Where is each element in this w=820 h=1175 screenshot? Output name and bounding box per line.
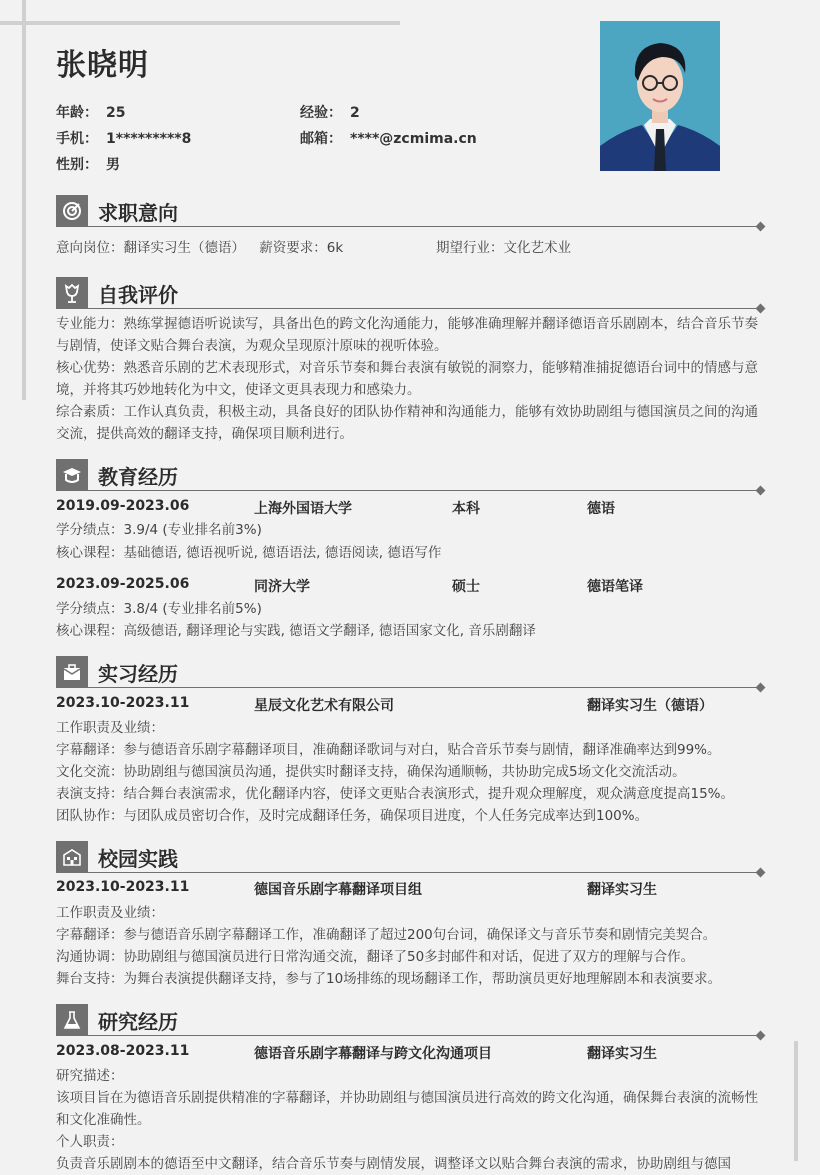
graduation-cap-icon (56, 459, 88, 491)
divider-diamond (756, 222, 766, 232)
decorative-line-top (0, 21, 400, 25)
campus-entry-header (56, 879, 768, 901)
internship-role: 翻译实习生（德语） (587, 698, 713, 714)
edu-degree: 硕士 (452, 579, 480, 595)
campus-line: 字幕翻译：参与德语音乐剧字幕翻译工作，准确翻译了超过200句台词，确保译文与音乐节奏和剧情完美契合。 (56, 927, 717, 943)
internship-line: 工作职责及业绩： (56, 720, 164, 736)
research-entry-header (56, 1043, 768, 1065)
internship-line: 文化交流：协助剧组与德国演员沟通，提供实时翻译支持，确保沟通顺畅，共协助完成5场文化交流活动。 (56, 764, 686, 780)
divider-diamond (756, 868, 766, 878)
campus-line: 舞台支持：为舞台表演提供翻译支持，参与了10场排练的现场翻译工作，帮助演员更好地理解剧本和表演要求。 (56, 971, 722, 987)
campus-role: 翻译实习生 (587, 882, 657, 898)
section-divider (88, 687, 760, 689)
candidate-name: 张晓明 (56, 48, 149, 83)
edu-major: 德语 (587, 501, 615, 517)
section-divider (88, 872, 760, 874)
experience-value: 2 (350, 105, 360, 121)
section-title: 校园实践 (98, 847, 178, 871)
divider-diamond (756, 304, 766, 314)
salary-expectation: 薪资要求：6k (259, 240, 344, 256)
research-line: 该项目旨在为德语音乐剧提供精准的字幕翻译，并协助剧组与德国演员进行高效的跨文化沟通，确保舞台表演的流畅性和文化准确性。 (56, 1090, 758, 1128)
divider-diamond (756, 486, 766, 496)
building-icon (56, 841, 88, 873)
education-entry-header (56, 576, 768, 598)
edu-date: 2023.09-2025.06 (56, 576, 190, 592)
edu-date: 2019.09-2023.06 (56, 498, 190, 514)
gender-label: 性别： (56, 157, 98, 173)
section-divider (88, 490, 760, 492)
gender-value: 男 (106, 157, 120, 173)
section-research (56, 1004, 764, 1036)
section-title: 自我评价 (98, 283, 178, 307)
edu-gpa: 学分绩点：3.9/4 (专业排名前3%) (56, 522, 262, 538)
section-title: 实习经历 (98, 662, 178, 686)
email-value: ****@zcmima.cn (350, 131, 477, 147)
research-date: 2023.08-2023.11 (56, 1043, 190, 1059)
research-line: 负责音乐剧剧本的德语至中文翻译，结合音乐节奏与剧情发展，调整译文以贴合舞台表演的需求，协助剧组与德国 (56, 1156, 731, 1172)
internship-line: 字幕翻译：参与德语音乐剧字幕翻译项目，准确翻译歌词与对白，贴合音乐节奏与剧情，翻译准确率达到99%。 (56, 742, 721, 758)
section-title: 教育经历 (98, 465, 178, 489)
section-divider (88, 1035, 760, 1037)
email-label: 邮箱： (300, 131, 342, 147)
education-entry-header (56, 498, 768, 520)
briefcase-icon (56, 656, 88, 688)
self-eval-paragraph: 专业能力：熟练掌握德语听说读写，具备出色的跨文化沟通能力，能够准确理解并翻译德语音乐剧剧本，结合音乐节奏与剧情，使译文贴合舞台表演，为观众呈现原汁原味的视听体验。 (56, 316, 758, 354)
internship-line: 表演支持：结合舞台表演需求，优化翻译内容，使译文更贴合表演形式，提升观众理解度，观众满意度提高15%。 (56, 786, 735, 802)
email-field (300, 128, 477, 148)
campus-line: 沟通协调：协助剧组与德国演员进行日常沟通交流，翻译了50多封邮件和对话，促进了双方的理解与合作。 (56, 949, 695, 965)
decorative-line-left (22, 0, 26, 400)
internship-company: 星辰文化艺术有限公司 (254, 698, 394, 714)
internship-entry-header (56, 695, 768, 717)
internship-line: 团队协作：与团队成员密切合作，及时完成翻译任务，确保项目进度，个人任务完成率达到100%。 (56, 808, 649, 824)
section-education (56, 459, 764, 491)
divider-diamond (756, 1031, 766, 1041)
flower-icon (56, 277, 88, 309)
experience-label: 经验： (300, 105, 342, 121)
age-value: 25 (106, 105, 126, 121)
research-line: 研究描述： (56, 1068, 124, 1084)
internship-date: 2023.10-2023.11 (56, 695, 190, 711)
section-job-intent (56, 195, 764, 227)
research-project: 德语音乐剧字幕翻译与跨文化沟通项目 (254, 1046, 492, 1062)
edu-major: 德语笔译 (587, 579, 643, 595)
flask-icon (56, 1004, 88, 1036)
edu-degree: 本科 (452, 501, 480, 517)
gender-field (56, 154, 120, 174)
research-role: 翻译实习生 (587, 1046, 657, 1062)
experience-field (300, 102, 360, 122)
section-title: 研究经历 (98, 1010, 178, 1034)
edu-school: 同济大学 (254, 579, 310, 595)
section-divider (88, 308, 760, 310)
research-line: 个人职责： (56, 1134, 124, 1150)
edu-gpa: 学分绩点：3.8/4 (专业排名前5%) (56, 601, 262, 617)
edu-courses: 核心课程：高级德语, 翻译理论与实践, 德语文学翻译, 德语国家文化, 音乐剧翻译 (56, 623, 536, 639)
section-title: 求职意向 (98, 201, 178, 225)
section-self-evaluation (56, 277, 764, 309)
divider-diamond (756, 683, 766, 693)
target-icon (56, 195, 88, 227)
phone-value: 1*********8 (106, 131, 192, 147)
profile-photo (600, 21, 720, 171)
self-eval-paragraph: 核心优势：熟悉音乐剧的艺术表现形式，对音乐节奏和舞台表演有敏锐的洞察力，能够精准捕捉德语台词中的情感与意境，并将其巧妙地转化为中文，使译文更具表现力和感染力。 (56, 360, 758, 398)
decorative-line-right (794, 1041, 798, 1161)
intended-position: 意向岗位：翻译实习生（德语） (56, 240, 245, 256)
phone-field (56, 128, 191, 148)
job-intent-line (56, 237, 768, 259)
campus-line: 工作职责及业绩： (56, 905, 164, 921)
campus-date: 2023.10-2023.11 (56, 879, 190, 895)
edu-school: 上海外国语大学 (254, 501, 352, 517)
expected-industry: 期望行业：文化艺术业 (436, 240, 571, 256)
phone-label: 手机： (56, 131, 98, 147)
campus-org: 德国音乐剧字幕翻译项目组 (254, 882, 422, 898)
section-campus-practice (56, 841, 764, 873)
age-label: 年龄： (56, 105, 98, 121)
section-divider (88, 226, 760, 228)
section-internship (56, 656, 764, 688)
self-eval-paragraph: 综合素质：工作认真负责，积极主动，具备良好的团队协作精神和沟通能力，能够有效协助剧组与德国演员之间的沟通交流，提供高效的翻译支持，确保项目顺利进行。 (56, 404, 758, 442)
age-field (56, 102, 125, 122)
edu-courses: 核心课程：基础德语, 德语视听说, 德语语法, 德语阅读, 德语写作 (56, 545, 442, 561)
